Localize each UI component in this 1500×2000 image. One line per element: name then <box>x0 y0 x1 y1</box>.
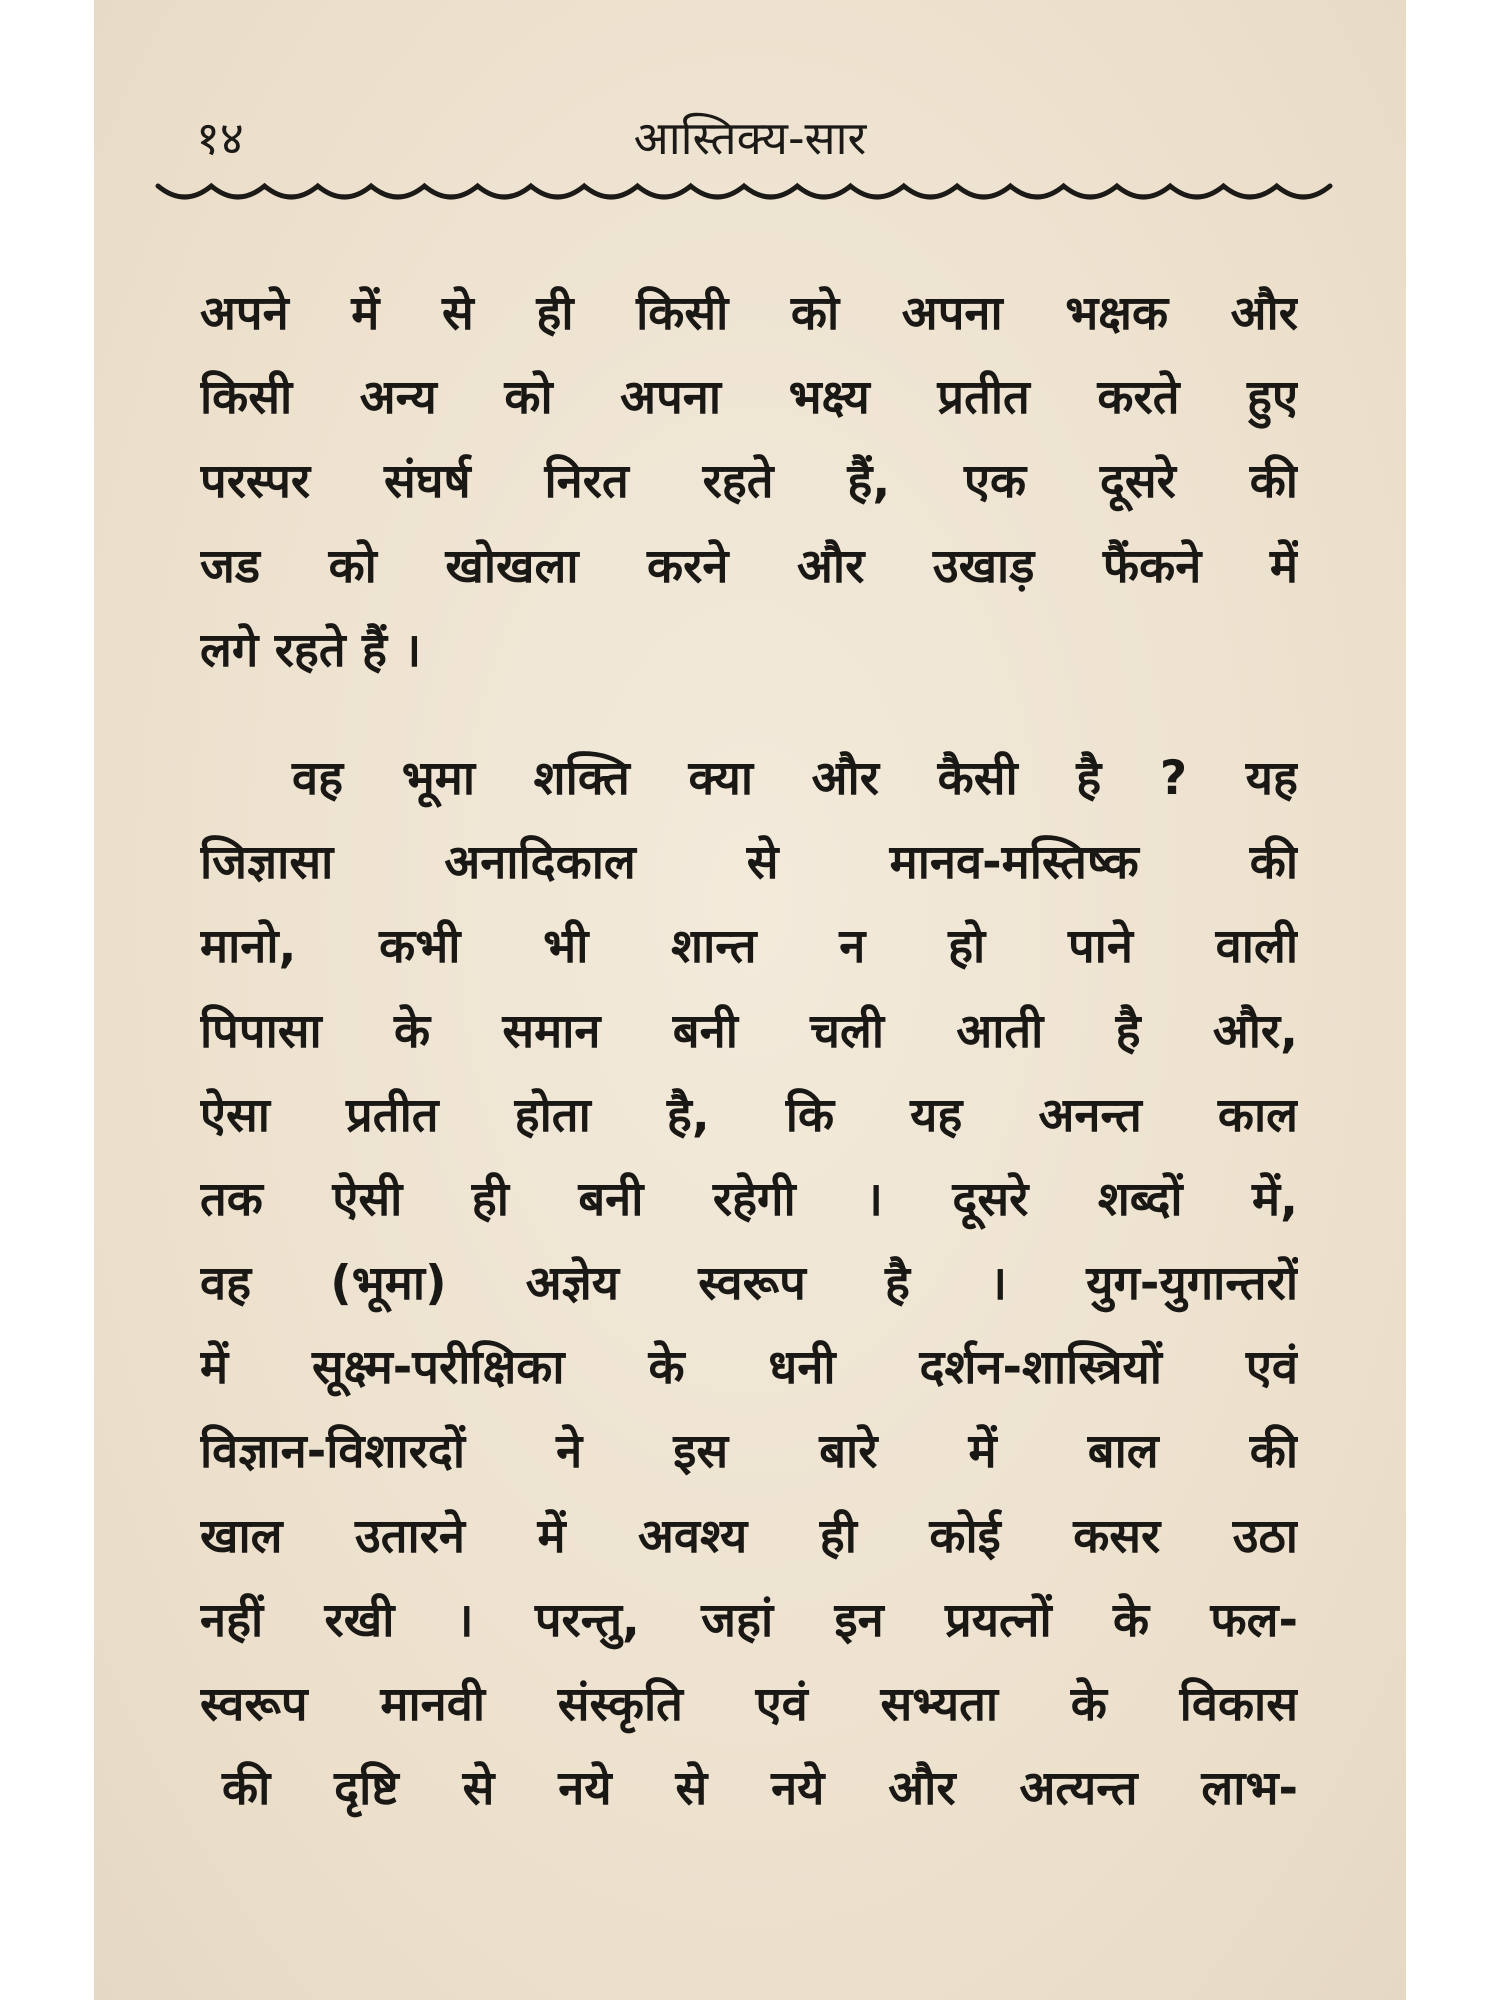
text-line: अपने में से ही किसी को अपना भक्षक और <box>200 286 1298 341</box>
page-header <box>94 100 1406 170</box>
text-line: मानो, कभी भी शान्त न हो पाने वाली <box>200 919 1298 975</box>
text-line: खाल उतारने में अवश्य ही कोई कसर उठा <box>200 1508 1298 1564</box>
page-number: १४ <box>196 111 244 165</box>
text-line: पिपासा के समान बनी चली आती है और, <box>200 1003 1298 1059</box>
text-line: ऐसा प्रतीत होता है, कि यह अनन्त काल <box>200 1087 1298 1143</box>
text-line: जिज्ञासा अनादिकाल से मानव-मस्तिष्क की <box>200 835 1298 891</box>
paragraph-gap <box>200 693 1298 737</box>
text-line: परस्पर संघर्ष निरत रहते हैं, एक दूसरे की <box>200 454 1298 510</box>
text-line: स्वरूप मानवी संस्कृति एवं सभ्यता के विकास <box>200 1677 1298 1732</box>
running-title: आस्तिक्य-सार <box>633 111 867 165</box>
text-line: नहीं रखी । परन्तु, जहां इन प्रयत्नों के फल- <box>200 1592 1298 1648</box>
book-page <box>94 0 1406 2000</box>
text-line: में सूक्ष्म-परीक्षिका के धनी दर्शन-शास्त्रियों एवं <box>200 1340 1298 1396</box>
scalloped-divider <box>154 178 1334 208</box>
text-line: की दृष्टि से नये से नये और अत्यन्त लाभ- <box>222 1761 1298 1817</box>
text-line: लगे रहते हैं । <box>200 622 422 678</box>
text-line: विज्ञान-विशारदों ने इस बारे में बाल की <box>200 1424 1298 1480</box>
text-line: वह भूमा शक्ति क्या और कैसी है ? यह <box>292 750 1298 806</box>
text-line: वह (भूमा) अज्ञेय स्वरूप है । युग-युगान्तरों <box>200 1256 1298 1312</box>
text-line: तक ऐसी ही बनी रहेगी । दूसरे शब्दों में, <box>200 1171 1298 1227</box>
text-line: किसी अन्य को अपना भक्ष्य प्रतीत करते हुए <box>200 370 1298 426</box>
body-text <box>200 272 1298 1831</box>
text-line: जड को खोखला करने और उखाड़ फैंकने में <box>200 538 1298 594</box>
